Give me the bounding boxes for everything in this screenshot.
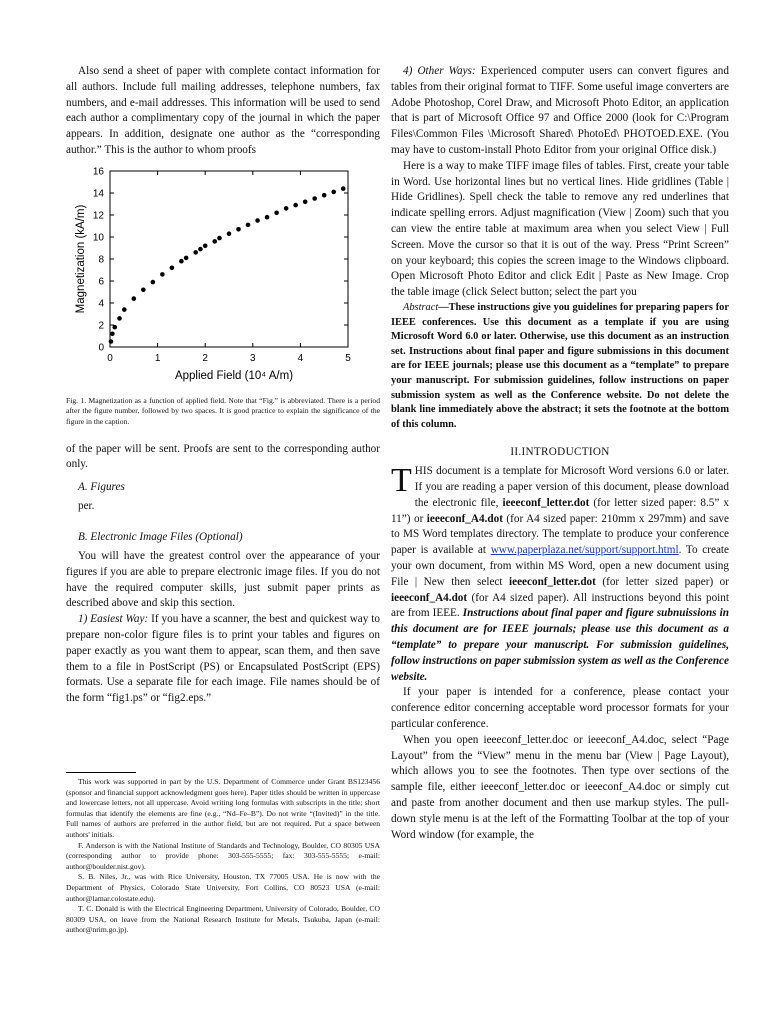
y-tick-label: 14 — [92, 188, 104, 200]
data-point — [122, 307, 127, 312]
abstract-text: —These instructions give you guidelines for preparing papers for IEEE conferences. Use this document as a template if you are using Microsoft Word 6.0 or later. Otherwise, use this document as an instruction set. Instructions about final paper and figure submissions in this document are for IEEE journals; please use this document as a “template” to prepare your manuscript. For submission guidelines, follow instructions on paper submission system as well as the Conference website. Do not delete the blank line immediately above the abstract; it sets the footnote at the bottom of this column. — [391, 301, 729, 430]
footnote-text: T. C. Donald is with the Electrical Engineering Department, University of Colorado, Boulder, CO 80309 USA, on leave from the National Research Institute for Metals, Tsukuba, Japan (e-mail: author@nrim.go.jp). — [66, 904, 380, 935]
filename: ieeeconf_letter.dot — [502, 496, 590, 509]
plot-frame — [110, 171, 348, 347]
data-point — [160, 272, 165, 277]
data-point — [293, 203, 298, 208]
text: (for A4 sized paper). All instructions beyond this point are from IEEE. — [391, 591, 729, 620]
text: . To create your own document, from within MS Word, open a new document using File | New then select — [391, 544, 729, 588]
data-point — [151, 280, 156, 285]
data-point — [179, 259, 184, 264]
y-tick-label: 16 — [92, 166, 104, 178]
y-tick-label: 8 — [98, 254, 104, 266]
intro-paragraph — [391, 464, 729, 685]
figure-caption: Fig. 1. Magnetization as a function of applied field. Note that “Fig.” is abbreviated. There is a period after the figure number, followed by two spaces. It is good practice to explain the significance of the figure in the caption. — [66, 395, 380, 426]
data-point — [274, 210, 279, 215]
text: (for letter sized paper) or — [595, 575, 729, 588]
data-point — [265, 215, 270, 220]
data-point — [236, 227, 241, 232]
data-point — [312, 196, 317, 201]
drop-cap: T — [391, 462, 412, 500]
data-point — [193, 250, 198, 255]
abstract — [391, 301, 729, 432]
y-axis-label: Magnetization (kA/m) — [75, 204, 87, 314]
data-point — [341, 186, 346, 191]
data-point — [170, 265, 175, 270]
y-tick-label: 2 — [98, 320, 104, 332]
footnote — [66, 772, 380, 936]
data-point — [331, 189, 336, 194]
y-tick-label: 0 — [98, 342, 104, 354]
text: (for A4 sized paper: 210mm x 297mm) and save to MS Word templates directory. The template to produce your conference paper is available at — [391, 512, 729, 557]
data-point — [303, 199, 308, 204]
paragraph: of the paper will be sent. Proofs are sent to the corresponding author only. — [66, 442, 380, 471]
x-tick-label: 3 — [250, 352, 256, 364]
filename: ieeeconf_letter.dot — [509, 575, 596, 588]
support-link[interactable]: www.paperplaza.net/support/support.html — [490, 544, 679, 557]
subsection-heading-electronic-image-files: B. Electronic Image Files (Optional) — [78, 530, 243, 543]
paragraph-lead: 1) Easiest Way: — [78, 613, 149, 626]
section-heading-introduction: II.INTRODUCTION — [510, 446, 610, 459]
x-tick-label: 1 — [154, 352, 161, 364]
paragraph-lead: 4) Other Ways: — [403, 65, 476, 77]
abstract-label: Abstract — [403, 301, 439, 313]
data-point — [117, 316, 122, 321]
figure-1 — [66, 163, 380, 390]
footnote-rule — [66, 772, 136, 773]
bold-italic-text: Instructions about final paper and figure subnuissions in this document are for IEEE journals; please use this document as a “template” to prepare your manuscript. For submission guidelines, follow instructions on paper submission system as well as the Conference website. — [391, 607, 729, 683]
data-point — [109, 339, 114, 344]
data-point — [227, 231, 232, 236]
data-point — [203, 243, 208, 248]
paragraph: Here is a way to make TIFF image files of tables. First, create your table in Word. Use horizontal lines but no vertical lines. Hide gridlines (Table | Hide Gridlines). Spell check the table to remove any red underlines that indicate spelling errors. Adjust magnification (View | Zoom) such that you can view the entire table at maximum area when you select View | Full Screen. Move the cursor so that it is out of the way. Press “Print Screen” on your keyboard; this copies the screen image to the Windows clipboard. Open Microsoft Photo Editor and click Edit | Paste as New Image. Crop the table image (click Select button; select the part you — [391, 159, 729, 299]
paragraph: If your paper is intended for a conference, please contact your conference editor concerning acceptable word processor formats for your particular conference. — [391, 686, 729, 731]
y-tick-label: 10 — [92, 232, 104, 244]
data-point — [112, 325, 117, 330]
y-tick-label: 6 — [98, 276, 104, 288]
data-point — [217, 236, 222, 241]
x-tick-label: 2 — [202, 352, 208, 364]
x-tick-label: 0 — [107, 352, 113, 364]
footnote-text: S. B. Niles, Jr., was with Rice University, Houston, TX 77005 USA. He is now with the Department of Physics, Colorado State University, Fort Collins, CO 80523 USA (e-mail: author@lamar.colostate.edu). — [66, 872, 380, 903]
text: HIS document is a template for Microsoft Word versions 6.0 or later. If you are reading a paper version of this document, please download the electronic file, — [414, 465, 729, 509]
data-point — [132, 296, 137, 301]
data-point — [141, 287, 146, 292]
y-tick-label: 12 — [92, 210, 104, 222]
right-column — [391, 64, 729, 843]
data-point — [255, 218, 260, 223]
data-point — [110, 331, 115, 336]
data-point — [198, 247, 203, 252]
left-column — [66, 64, 380, 707]
y-tick-label: 4 — [98, 298, 104, 310]
data-point — [284, 206, 289, 211]
paragraph-text: Experienced computer users can convert figures and tables from their original format to TIFF. Some useful image converters are Adobe Photoshop, Corel Draw, and Microsoft Photo Editor, an application that is part of Microsoft Office 97 and Office 2000 (look for C:\Program Files\Common Files \Microsoft Shared\ PhotoEd\ PHOTOED.EXE. (You may have to custom-install Photo Editor from your original Office disk.) — [391, 65, 729, 156]
text: (for letter sized paper: 8.5” x 11”) or — [391, 496, 729, 525]
data-point — [184, 255, 189, 260]
paragraph: When you open ieeeconf_letter.doc or ieeeconf_A4.doc, select “Page Layout” from the “View” menu in the menu bar (View | Page Layout), which allows you to see the footnotes. Then type over sections of the sample file, either ieeeconf_letter.doc or ieeeconf_A4.doc or simply cut and paste from another document and then use markup styles. The pull-down style menu is at the left of the Formatting Toolbar at the top of your Word window (for example, the — [391, 733, 729, 841]
subsection-heading-figures: A. Figures — [78, 481, 125, 494]
paragraph: per. — [78, 500, 95, 513]
data-point — [322, 193, 327, 198]
filename: ieeeconf_A4.dot — [391, 591, 468, 604]
data-point — [246, 222, 251, 227]
x-tick-label: 4 — [297, 352, 304, 364]
x-axis-label: Applied Field (10⁴ A/m) — [174, 369, 294, 382]
paragraph: Also send a sheet of paper with complete contact information for all authors. Include full mailing addresses, telephone numbers, fax numbers, and e-mail addresses. This information will be used to send each author a complimentary copy of the journal in which the paper appears. In addition, designate one author as the “corresponding author.” This is the author to whom proofs — [66, 65, 380, 156]
magnetization-chart — [66, 163, 356, 385]
footnote-text: This work was supported in part by the U.S. Department of Commerce under Grant BS123456 (sponsor and financial support acknowledgment goes here). Paper titles should be written in uppercase and lowercase letters, not all uppercase. Avoid writing long formulas with subscripts in the title; short formulas that identify the elements are fine (e.g., “Nd–Fe–B”). Do not write “(Invited)” in the title. Full names of authors are preferred in the author field, but are not required. Put a space between authors' initials. — [66, 777, 380, 839]
filename: ieeeconf_A4.dot — [426, 512, 503, 525]
x-tick-label: 5 — [345, 352, 351, 364]
paragraph — [66, 612, 380, 707]
data-point — [212, 239, 217, 244]
paragraph: You will have the greatest control over the appearance of your figures if you are able to prepare electronic image files. If you do not have the required computer skills, just submit paper prints as described above and skip this section. — [66, 549, 380, 610]
paragraph-text: If you have a scanner, the best and quickest way to prepare non-color figure files is to print your tables and figures on paper exactly as you want them to appear, scan them, and then save them to a file in PostScript (PS) or Encapsulated PostScript (EPS) formats. Use a separate file for each image. File names should be of the form “fig1.ps” or “fig2.eps.” — [66, 613, 380, 705]
paragraph — [391, 64, 729, 159]
footnote-text: F. Anderson is with the National Institute of Standards and Technology, Boulder, CO 80305 USA (corresponding author to provide phone: 303-555-5555; fax: 303-555-5555; e-mail: author@boulder.nist.gov). — [66, 840, 380, 871]
